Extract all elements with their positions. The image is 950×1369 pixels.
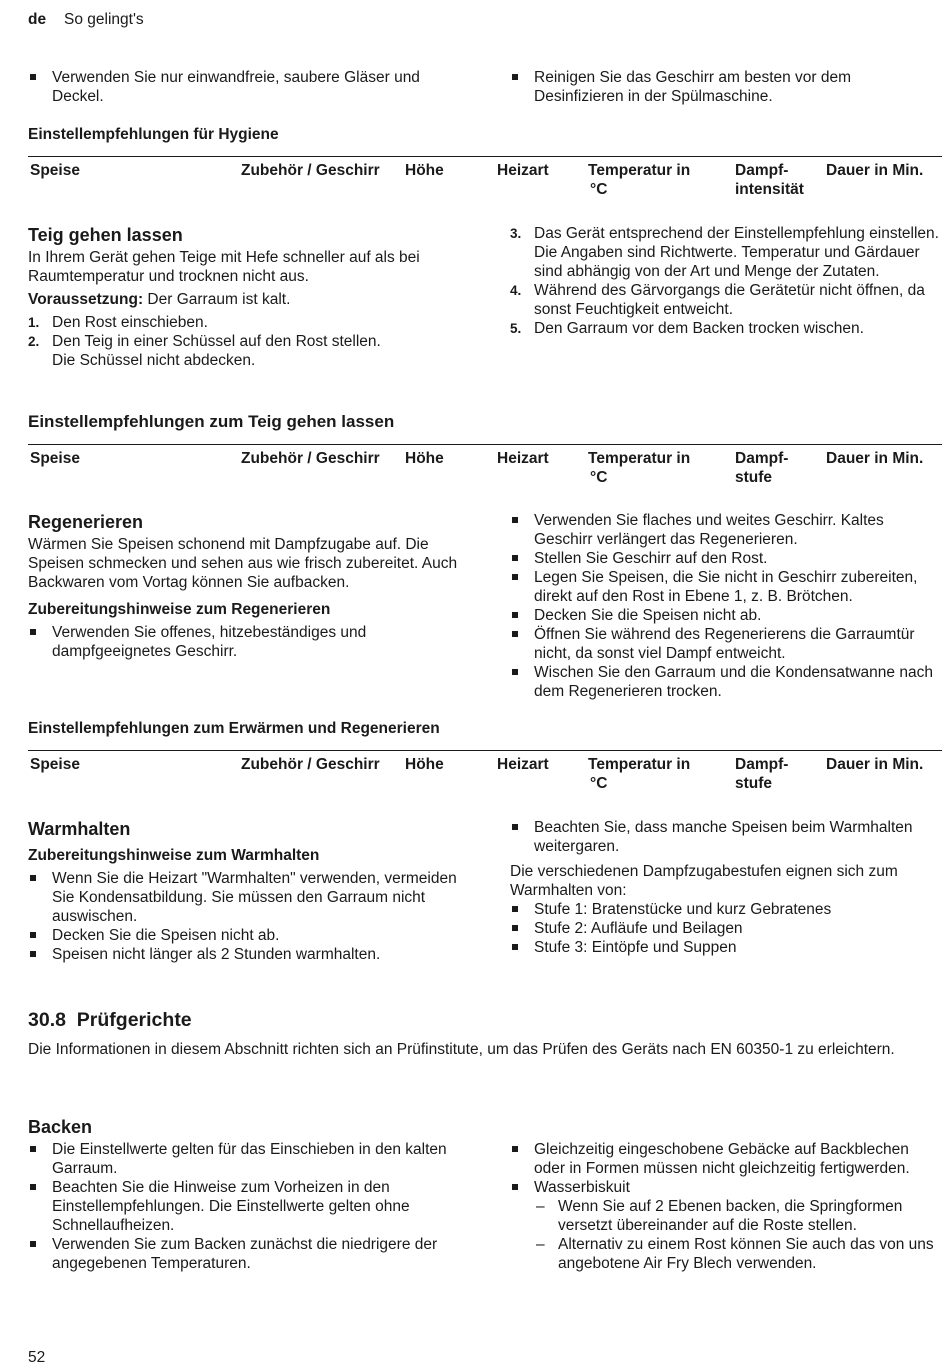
warmhalten-bullet: Decken Sie die Speisen nicht ab. [28,926,458,945]
teig-left-column [28,224,458,370]
regenerieren-intro: Wärmen Sie Speisen schonend mit Dampfzugabe auf. Die Speisen schmecken und sehen aus wie frisch zubereitet. Auch Backwaren vom Vortag können Sie aufbacken. [28,536,458,591]
col-speise: Speise [30,162,80,179]
teig-step: 5. Den Garraum vor dem Backen trocken wischen. [510,320,864,337]
table-title-teig: Einstellempfehlungen zum Teig gehen lassen [28,412,395,431]
teig-prereq: Voraussetzung: Der Garraum ist kalt. [28,291,291,308]
col-hoehe: Höhe [405,162,444,179]
regenerieren-heading: Regenerieren [28,512,144,532]
col-dampf: Dampf- stufe [735,756,789,792]
teig-heading: Teig gehen lassen [28,225,183,245]
regenerieren-bullet: Öffnen Sie während des Regenerierens die Garraumtür nicht, da sonst viel Dampf entweicht. [510,625,942,663]
table-title-hygiene: Einstellempfehlungen für Hygiene [28,126,279,143]
teig-intro: In Ihrem Gerät gehen Teige mit Hefe schneller auf als bei Raumtemperatur und trocknen nicht aus. [28,249,420,285]
warmhalten-text: Die verschiedenen Dampfzugabestufen eignen sich zum Warmhalten von: [510,863,898,899]
col-heizart: Heizart [497,450,549,467]
warmhalten-subheading: Zubereitungshinweise zum Warmhalten [28,847,320,864]
warmhalten-bullet: Speisen nicht länger als 2 Stunden warmhalten. [28,945,458,964]
regenerieren-bullet: Wischen Sie den Garraum und die Kondensatwanne nach dem Regenerieren trocken. [510,663,942,701]
warmhalten-bullet: Beachten Sie, dass manche Speisen beim Warmhalten weitergaren. [510,818,942,856]
page-number: 52 [28,1349,46,1366]
regenerieren-left-column [28,511,458,661]
table-title-erwaermen: Einstellempfehlungen zum Erwärmen und Regenerieren [28,720,440,737]
teig-step: 3. Das Gerät entsprechend der Einstellempfehlung einstellen. Die Angaben sind Richtwerte. Temperatur und Gärdauer sind abhängig von der Art und Menge der Zutaten. [510,225,939,280]
backen-bullet: Beachten Sie die Hinweise zum Vorheizen in den Einstellempfehlungen. Die Einstellwerte gelten ohne Schnellaufheizen. [28,1178,458,1235]
regenerieren-bullet: Legen Sie Speisen, die Sie nicht in Geschirr zubereiten, direkt auf den Rost in Ebene 1, z. B. Brötchen. [510,568,942,606]
regenerieren-bullet: Stellen Sie Geschirr auf den Rost. [510,549,942,568]
warmhalten-stufe: Stufe 2: Aufläufe und Beilagen [510,919,942,938]
warmhalten-left-column [28,818,458,964]
intro-right-bullet: Reinigen Sie das Geschirr am besten vor dem Desinfizieren in der Spülmaschine. [510,68,942,106]
intro-right-list [510,68,942,106]
teig-step: 4. Während des Gärvorgangs die Gerätetür nicht öffnen, da sonst Feuchtigkeit entweicht. [510,282,925,318]
warmhalten-stufe: Stufe 1: Bratenstücke und kurz Gebratenes [510,900,942,919]
backen-bullet: Wasserbiskuit [510,1178,942,1197]
warmhalten-heading: Warmhalten [28,819,131,839]
regenerieren-right-column [510,511,942,701]
backen-dash-item: – Alternativ zu einem Rost können Sie auch das von uns angebotene Air Fry Blech verwenden. [536,1236,934,1272]
col-zubehoer: Zubehör / Geschirr [241,756,380,773]
regenerieren-bullet: Verwenden Sie offenes, hitzebeständiges und dampfgeeignetes Geschirr. [28,623,458,661]
col-zubehoer: Zubehör / Geschirr [241,162,380,179]
col-zubehoer: Zubehör / Geschirr [241,450,380,467]
col-dampf: Dampf- stufe [735,450,789,486]
backen-bullet: Gleichzeitig eingeschobene Gebäcke auf Backblechen oder in Formen müssen nicht gleichzeitig fertigwerden. [510,1140,942,1178]
col-heizart: Heizart [497,162,549,179]
section-heading: 30.8 Prüfgerichte [28,1009,192,1031]
warmhalten-stufe: Stufe 3: Eintöpfe und Suppen [510,938,942,957]
backen-heading: Backen [28,1117,93,1137]
teig-right-column [510,224,942,338]
col-hoehe: Höhe [405,756,444,773]
intro-left-bullet: Verwenden Sie nur einwandfreie, saubere Gläser und Deckel. [28,68,458,106]
regenerieren-bullet: Decken Sie die Speisen nicht ab. [510,606,942,625]
table-rule [28,444,942,445]
intro-left-list [28,68,458,106]
col-temp: Temperatur in °C [588,756,691,792]
table-rule [28,156,942,157]
backen-bullet: Verwenden Sie zum Backen zunächst die niedrigere der angegebenen Temperaturen. [28,1235,458,1273]
warmhalten-right-column [510,818,942,957]
col-speise: Speise [30,756,80,773]
col-dauer: Dauer in Min. [826,162,924,179]
header-title: So gelingt's [64,11,144,28]
col-dampf: Dampf- intensität [735,162,804,198]
backen-left-column [28,1116,458,1273]
language-code: de [28,11,47,28]
table-rule [28,750,942,751]
col-temp: Temperatur in °C [588,450,691,486]
backen-dash-item: – Wenn Sie auf 2 Ebenen backen, die Springformen versetzt übereinander auf die Roste stellen. [536,1198,903,1234]
col-speise: Speise [30,450,80,467]
teig-step: 2. Den Teig in einer Schüssel auf den Rost stellen. Die Schüssel nicht abdecken. [28,333,381,369]
backen-bullet: Die Einstellwerte gelten für das Einschieben in den kalten Garraum. [28,1140,458,1178]
col-hoehe: Höhe [405,450,444,467]
regenerieren-bullet: Verwenden Sie flaches und weites Geschirr. Kaltes Geschirr verlängert das Regenerieren. [510,511,942,549]
col-heizart: Heizart [497,756,549,773]
section-intro: Die Informationen in diesem Abschnitt richten sich an Prüfinstitute, um das Prüfen des Geräts nach EN 60350-1 zu erleichtern. [28,1041,895,1058]
warmhalten-bullet: Wenn Sie die Heizart "Warmhalten" verwenden, vermeiden Sie Kondensatbildung. Sie müssen den Garraum nicht auswischen. [28,869,458,926]
col-dauer: Dauer in Min. [826,756,924,773]
col-dauer: Dauer in Min. [826,450,924,467]
teig-step: 1. Den Rost einschieben. [28,314,208,331]
regenerieren-subheading: Zubereitungshinweise zum Regenerieren [28,601,331,618]
col-temp: Temperatur in °C [588,162,691,198]
backen-right-column [510,1140,942,1273]
